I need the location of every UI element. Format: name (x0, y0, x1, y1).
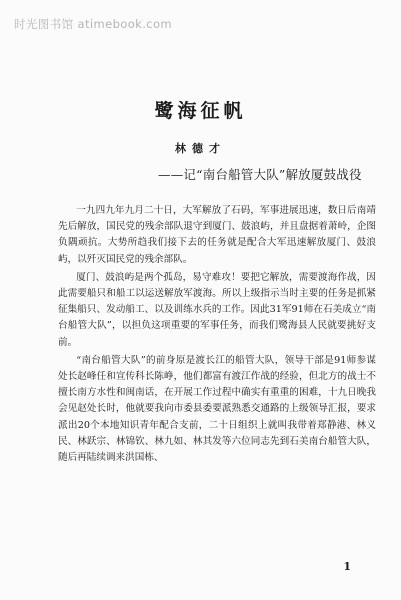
watermark: 时光图书馆 atimebook.com (14, 17, 173, 31)
paragraph: 厦门、鼓浪屿是两个孤岛，易守难攻！要把它解放，需要渡海作战，因此需要船只和船工以运送解放军渡海。所以上级指示当时主要的任务是抓紧征集船只、发动船工、以及训练水兵的工作。因此31军91师在石美成立“南台船管大队”，以担负这项重要的军事任务，而我们鹭海县人民就要挑好支前。 (58, 271, 376, 348)
article-body (58, 203, 376, 468)
article-subtitle: ——记“南台船管大队”解放厦鼓战役 (158, 167, 362, 182)
paragraph: “南台船管大队”的前身原是渡长江的船管大队，领导干部是91师参谋处长赵峰任和宣传科长陈峥，他们都富有渡江作战的经验，但北方的战士不擅长南方水性和闽南话，在开展工作过程中确实有重重的困难，十九日晚我会见赵处长时，他就要我向市委县委要派熟悉交通路的上级领导汇报，要求派出20个本地知识青年配合支前，二十日组织上就叫我带着郑静港、林义民、林跃宗、林锦钦、林九如、林其发等六位同志先到石美南台船管大队，随后再陆续调来洪国栋、 (58, 354, 376, 464)
author-name: 林德才 (175, 142, 226, 155)
paragraph: 一九四九年九月二十日，大军解放了石码，军事进展迅速，数日后南靖先后解放，国民党的残余部队退守到厦门、鼓浪屿，并且盘据着萧岭，企图负隅顽抗。大势所趋我们接下去的任务就是配合大军迅速解放厦门、鼓浪屿，以歼灭国民党的残余部队。 (58, 205, 376, 265)
page-number: 1 (343, 560, 351, 573)
article-title: 鹭海征帆 (154, 100, 247, 122)
